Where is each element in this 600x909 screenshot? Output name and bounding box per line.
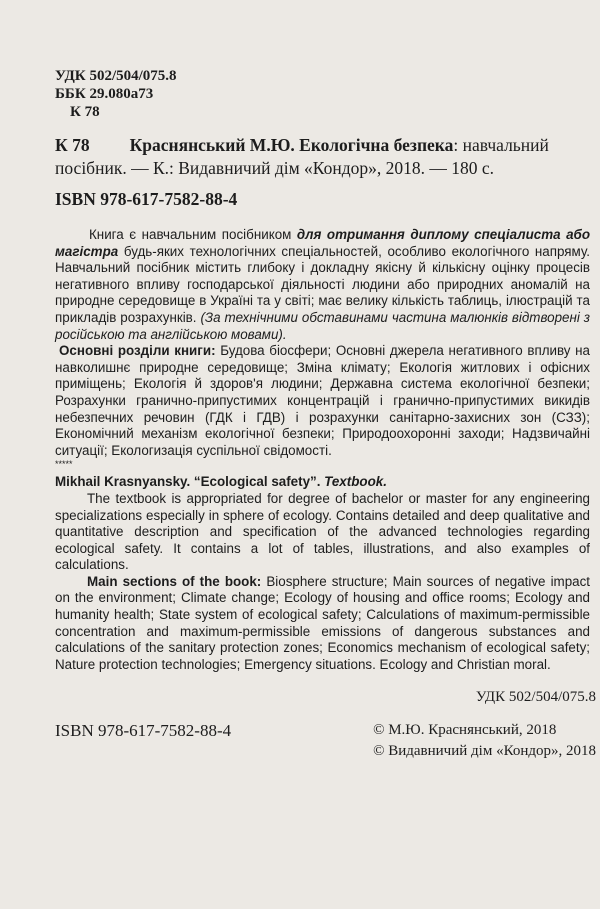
annotation-ukrainian	[55, 227, 590, 470]
footer-isbn: ISBN 978-617-7582-88-4	[55, 721, 232, 741]
citation-author-title: Краснянський М.Ю. Екологічна безпека	[129, 135, 454, 155]
copyright-publisher: © Видавничий дім «Кондор», 2018	[373, 743, 596, 760]
annotation-text: будь-яких технологічних спеціальностей, особливо екологічного напряму. Навчальний посібник містить глибоку і докладну якісну й кількісну оцінку процесів негативного впливу господарської діяльності людини або природних аномалій на природне середовище в Україні та у світі; має велику кількість таблиць, ілюстрацій та прикладів розрахунків.	[55, 243, 590, 325]
annotation-note: (За технічними обставинами частина малюнків відтворені з російською та англійською мовами).	[55, 309, 590, 342]
citation-mark: К 78	[55, 135, 90, 155]
annotation-emphasis: для отримання диплому спеціалиста або магістра	[55, 227, 590, 259]
sections-text: Будова біосфери; Основні джерела негативного впливу на навколишнє природне середовище; Зміна клімату; Екологія житлових і офісних приміщень; Екологія й здоров'я людини; Державна система екологічної безпеки; Розрахунки гранично-припустимих концентрацій і гранично-припустимих викидів небезпечних речовин (ГДК і ГДВ) і розрахунки санітарно-захисних зон (СЗЗ); Економічний механізм екологічної безпеки; Природоохоронні заходи; Надзвичайні ситуації; Екологизація суспільної свідомості.	[55, 343, 590, 458]
english-title: Mikhail Krasnyansky. “Ecological safety”.	[55, 474, 325, 490]
copyright-author: © М.Ю. Краснянський, 2018	[373, 722, 557, 739]
bibliographic-citation	[55, 134, 590, 180]
annotation-text: Книга є навчальним посібником	[89, 227, 297, 242]
citation-rest: : навчальний посібник. — К.: Видавничий дім «Кондор», 2018. — 180 с.	[55, 135, 549, 178]
bbk-code: ББК 29.080а73	[55, 86, 154, 102]
copyright-block	[373, 720, 596, 762]
author-mark: К 78	[70, 104, 100, 120]
english-sections-text: Biosphere structure; Main sources of negative impact on the environment; Climate change; Ecology of housing and office rooms; Ecology and humanity health; State system of ecological safety; Calculations of maximum-permissible concentration and maximum-permissible emissions of dangerous substances and calculations of the sanitary protection zones; Economics mechanism of ecological safety; Nature protection technologies; Emergency situations. Ecology and Christian moral.	[55, 573, 591, 672]
isbn-top: ISBN 978-617-7582-88-4	[55, 189, 238, 209]
english-title-italic: Textbook.	[324, 474, 387, 490]
annotation-english	[55, 474, 590, 673]
classification-block	[55, 67, 590, 121]
footer-row	[55, 720, 596, 762]
english-sections-label: Main sections of the book:	[87, 573, 262, 589]
english-annotation-text: The textbook is appropriated for degree of bachelor or master for any engineering specializations especially in sphere of ecology. Contains detailed and deep qualitative and quantitative description and specification of the advanced technologies regarding ecological safety. It contains a lot of tables, illustrations, and also examples of calculations.	[55, 490, 590, 573]
udk-code: УДК 502/504/075.8	[55, 68, 177, 84]
footer-udk: УДК 502/504/075.8	[475, 689, 596, 706]
sections-label: Основні розділи книги:	[59, 343, 216, 359]
separator: *****	[55, 459, 73, 470]
